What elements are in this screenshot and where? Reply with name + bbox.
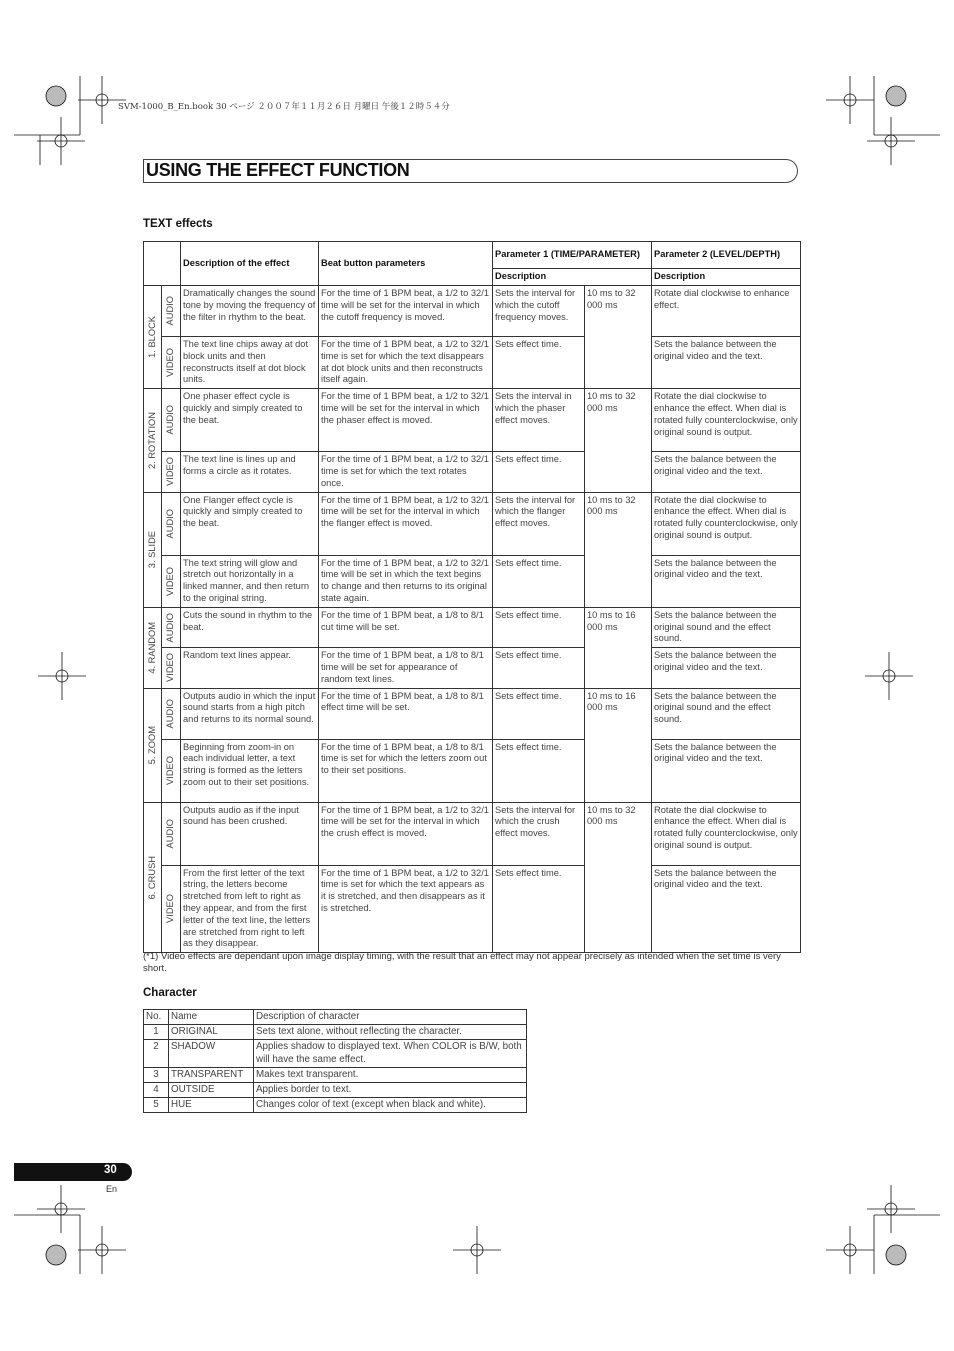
param2-description: Sets the balance between the original sound and the effect sound. xyxy=(652,688,801,739)
col-param2: Parameter 2 (LEVEL/DEPTH) xyxy=(652,242,801,269)
effect-description: Cuts the sound in rhythm to the beat. xyxy=(181,607,319,647)
character-no: 5 xyxy=(144,1098,169,1113)
beat-parameter: For the time of 1 BPM beat, a 1/2 to 32/1 time will be set for the interval in which the cutoff frequency is moved. xyxy=(319,286,493,337)
param1-description: Sets the interval for which the crush effect moves. xyxy=(493,802,585,865)
character-row xyxy=(144,1083,527,1098)
effect-description: Beginning from zoom-in on each individual letter, a text string is formed as the letters zoom out to their set positions. xyxy=(181,739,319,802)
beat-parameter: For the time of 1 BPM beat, a 1/8 to 8/1 time is set for which the letters zoom out to their set positions. xyxy=(319,739,493,802)
param1-description: Sets the interval for which the cutoff frequency moves. xyxy=(493,286,585,337)
footnote: (*1) Video effects are dependant upon image display timing, with the result that an effect may not appear precisely as intended when the set time is very short. xyxy=(143,951,781,974)
effect-row xyxy=(144,802,801,865)
effect-type-label: VIDEO xyxy=(165,894,176,924)
param2-description: Rotate dial clockwise to enhance effect. xyxy=(652,286,801,337)
effect-group-name xyxy=(144,688,162,802)
effect-group-label: 5. ZOOM xyxy=(146,725,157,765)
beat-parameter: For the time of 1 BPM beat, a 1/2 to 32/1 time will be set in which the text begins to change and then returns to its original state again. xyxy=(319,555,493,607)
param1-description: Sets effect time. xyxy=(493,648,585,688)
character-no: 3 xyxy=(144,1067,169,1082)
beat-parameter: For the time of 1 BPM beat, a 1/2 to 32/1 time will be set for the interval in which the flanger effect is moved. xyxy=(319,492,493,555)
param1-description: Sets effect time. xyxy=(493,688,585,739)
effect-row xyxy=(144,607,801,647)
effect-row xyxy=(144,865,801,953)
effect-type xyxy=(162,389,181,452)
file-info-line: SVM-1000_B_En.book 30 ページ ２００７年１１月２６日 月曜日 午後１２時５４分 xyxy=(118,102,450,112)
param2-description: Sets the balance between the original video and the text. xyxy=(652,555,801,607)
page-language: En xyxy=(106,1184,118,1194)
effect-row xyxy=(144,389,801,452)
effect-description: Outputs audio in which the input sound starts from a high pitch and returns to its normal sound. xyxy=(181,688,319,739)
beat-parameter: For the time of 1 BPM beat, a 1/2 to 32/1 time is set for which the text disappears at dot block units and then reconstructs itself again. xyxy=(319,337,493,389)
beat-parameter: For the time of 1 BPM beat, a 1/2 to 32/1 time is set for which the text appears as it is stretched, and then disappears as it is stretched. xyxy=(319,865,493,953)
character-row xyxy=(144,1098,527,1113)
param1-description: Sets the interval in which the phaser effect moves. xyxy=(493,389,585,452)
character-col-header: Description of character xyxy=(254,1010,527,1025)
param1-range: 10 ms to 32 000 ms xyxy=(585,802,652,953)
character-name: HUE xyxy=(169,1098,254,1113)
param1-range: 10 ms to 16 000 ms xyxy=(585,607,652,688)
effect-group-name xyxy=(144,286,162,389)
character-description: Changes color of text (except when black and white). xyxy=(254,1098,527,1113)
character-heading: Character xyxy=(143,987,197,999)
param2-description: Sets the balance between the original video and the text. xyxy=(652,452,801,492)
character-col-header: No. xyxy=(144,1010,169,1025)
effect-group-label: 1. BLOCK xyxy=(146,316,157,359)
effect-group-name xyxy=(144,492,162,607)
param2-description: Sets the balance between the original video and the text. xyxy=(652,337,801,389)
effect-row xyxy=(144,555,801,607)
effect-row xyxy=(144,286,801,337)
effect-type xyxy=(162,492,181,555)
param1-description: Sets effect time. xyxy=(493,555,585,607)
effect-type-label: AUDIO xyxy=(165,698,176,729)
effect-type-label: AUDIO xyxy=(165,508,176,539)
param2-description: Sets the balance between the original video and the text. xyxy=(652,865,801,953)
effect-group-label: 6. CRUSH xyxy=(146,855,157,900)
param2-description: Rotate the dial clockwise to enhance the effect. When dial is rotated fully counterclockwise, only original sound is output. xyxy=(652,492,801,555)
beat-parameter: For the time of 1 BPM beat, a 1/8 to 8/1 effect time will be set. xyxy=(319,688,493,739)
beat-parameter: For the time of 1 BPM beat, a 1/8 to 8/1 cut time will be set. xyxy=(319,607,493,647)
param2-description: Sets the balance between the original sound and the effect sound. xyxy=(652,607,801,647)
beat-parameter: For the time of 1 BPM beat, a 1/2 to 32/1 time will be set for the interval in which the crush effect is moved. xyxy=(319,802,493,865)
effect-type xyxy=(162,648,181,688)
character-col-header: Name xyxy=(169,1010,254,1025)
effect-description: From the first letter of the text string, the letters become stretched from left to right as they appear, and from the first letter of the text line, the letters are stretched from right to left as they disappear. xyxy=(181,865,319,953)
effect-row xyxy=(144,648,801,688)
effect-type xyxy=(162,739,181,802)
effect-description: Dramatically changes the sound tone by moving the frequency of the filter in rhythm to the beat. xyxy=(181,286,319,337)
col-param1-desc: Description xyxy=(493,269,652,286)
effect-type-label: VIDEO xyxy=(165,653,176,683)
effect-type-label: VIDEO xyxy=(165,566,176,596)
beat-parameter: For the time of 1 BPM beat, a 1/8 to 8/1 time will be set for appearance of random text lines. xyxy=(319,648,493,688)
effect-type xyxy=(162,865,181,953)
character-no: 1 xyxy=(144,1025,169,1040)
effect-type-label: AUDIO xyxy=(165,818,176,849)
character-name: OUTSIDE xyxy=(169,1083,254,1098)
character-description: Makes text transparent. xyxy=(254,1067,527,1082)
effect-description: The text line chips away at dot block units and then reconstructs itself at dot block units. xyxy=(181,337,319,389)
effect-type xyxy=(162,607,181,647)
effect-type xyxy=(162,555,181,607)
effect-group-label: 2. ROTATION xyxy=(146,411,157,469)
effect-description: The text line is lines up and forms a circle as it rotates. xyxy=(181,452,319,492)
effect-type-label: VIDEO xyxy=(165,348,176,378)
effect-description: One Flanger effect cycle is quickly and simply created to the beat. xyxy=(181,492,319,555)
param1-description: Sets effect time. xyxy=(493,865,585,953)
effect-group-name xyxy=(144,802,162,953)
character-description: Sets text alone, without reflecting the character. xyxy=(254,1025,527,1040)
effect-description: One phaser effect cycle is quickly and simply created to the beat. xyxy=(181,389,319,452)
effect-type xyxy=(162,286,181,337)
character-no: 2 xyxy=(144,1040,169,1067)
effect-row xyxy=(144,337,801,389)
param1-range: 10 ms to 16 000 ms xyxy=(585,688,652,802)
effect-description: Random text lines appear. xyxy=(181,648,319,688)
effect-type-label: VIDEO xyxy=(165,756,176,786)
character-name: SHADOW xyxy=(169,1040,254,1067)
effect-type xyxy=(162,452,181,492)
param1-range: 10 ms to 32 000 ms xyxy=(585,389,652,492)
param1-description: Sets effect time. xyxy=(493,452,585,492)
text-effects-table xyxy=(143,241,801,953)
character-name: TRANSPARENT xyxy=(169,1067,254,1082)
col-param1: Parameter 1 (TIME/PARAMETER) xyxy=(493,242,652,269)
character-table xyxy=(143,1009,527,1113)
param2-description: Sets the balance between the original video and the text. xyxy=(652,648,801,688)
character-row xyxy=(144,1025,527,1040)
param1-range: 10 ms to 32 000 ms xyxy=(585,286,652,389)
col-beat: Beat button parameters xyxy=(319,242,493,286)
effect-group-label: 3. SLIDE xyxy=(146,531,157,569)
effect-type-label: AUDIO xyxy=(165,296,176,326)
effect-type xyxy=(162,688,181,739)
effect-group-name xyxy=(144,607,162,688)
col-param2-desc: Description xyxy=(652,269,801,286)
param2-description: Sets the balance between the original video and the text. xyxy=(652,739,801,802)
param1-range: 10 ms to 32 000 ms xyxy=(585,492,652,607)
col-description: Description of the effect xyxy=(181,242,319,286)
page-number: 30 xyxy=(104,1164,117,1176)
param2-description: Rotate the dial clockwise to enhance the effect. When dial is rotated fully counterclockwise, only original sound is output. xyxy=(652,802,801,865)
beat-parameter: For the time of 1 BPM beat, a 1/2 to 32/1 time will be set for the interval in which the phaser effect is moved. xyxy=(319,389,493,452)
character-no: 4 xyxy=(144,1083,169,1098)
character-row xyxy=(144,1067,527,1082)
param1-description: Sets effect time. xyxy=(493,607,585,647)
effect-row xyxy=(144,739,801,802)
param2-description: Rotate the dial clockwise to enhance the effect. When dial is rotated fully counterclockwise, only original sound is output. xyxy=(652,389,801,452)
effect-group-label: 4. RANDOM xyxy=(146,621,157,674)
effect-row xyxy=(144,492,801,555)
character-description: Applies shadow to displayed text. When COLOR is B/W, both will have the same effect. xyxy=(254,1040,527,1067)
effect-type xyxy=(162,802,181,865)
param1-description: Sets effect time. xyxy=(493,337,585,389)
corner-cell xyxy=(144,242,181,286)
effect-type-label: VIDEO xyxy=(165,457,176,487)
param1-description: Sets the interval for which the flanger effect moves. xyxy=(493,492,585,555)
character-name: ORIGINAL xyxy=(169,1025,254,1040)
beat-parameter: For the time of 1 BPM beat, a 1/2 to 32/1 time is set for which the text rotates once. xyxy=(319,452,493,492)
effect-type xyxy=(162,337,181,389)
text-effects-heading: TEXT effects xyxy=(143,218,213,230)
character-description: Applies border to text. xyxy=(254,1083,527,1098)
effect-row xyxy=(144,688,801,739)
param1-description: Sets effect time. xyxy=(493,739,585,802)
effect-description: The text string will glow and stretch out horizontally in a linked manner, and then return to the original string. xyxy=(181,555,319,607)
page-title: USING THE EFFECT FUNCTION xyxy=(146,160,410,180)
character-header-row xyxy=(144,1010,527,1025)
effect-description: Outputs audio as if the input sound has been crushed. xyxy=(181,802,319,865)
effect-group-name xyxy=(144,389,162,492)
effect-row xyxy=(144,452,801,492)
character-row xyxy=(144,1040,527,1067)
effect-type-label: AUDIO xyxy=(165,405,176,435)
effect-type-label: AUDIO xyxy=(165,612,176,643)
